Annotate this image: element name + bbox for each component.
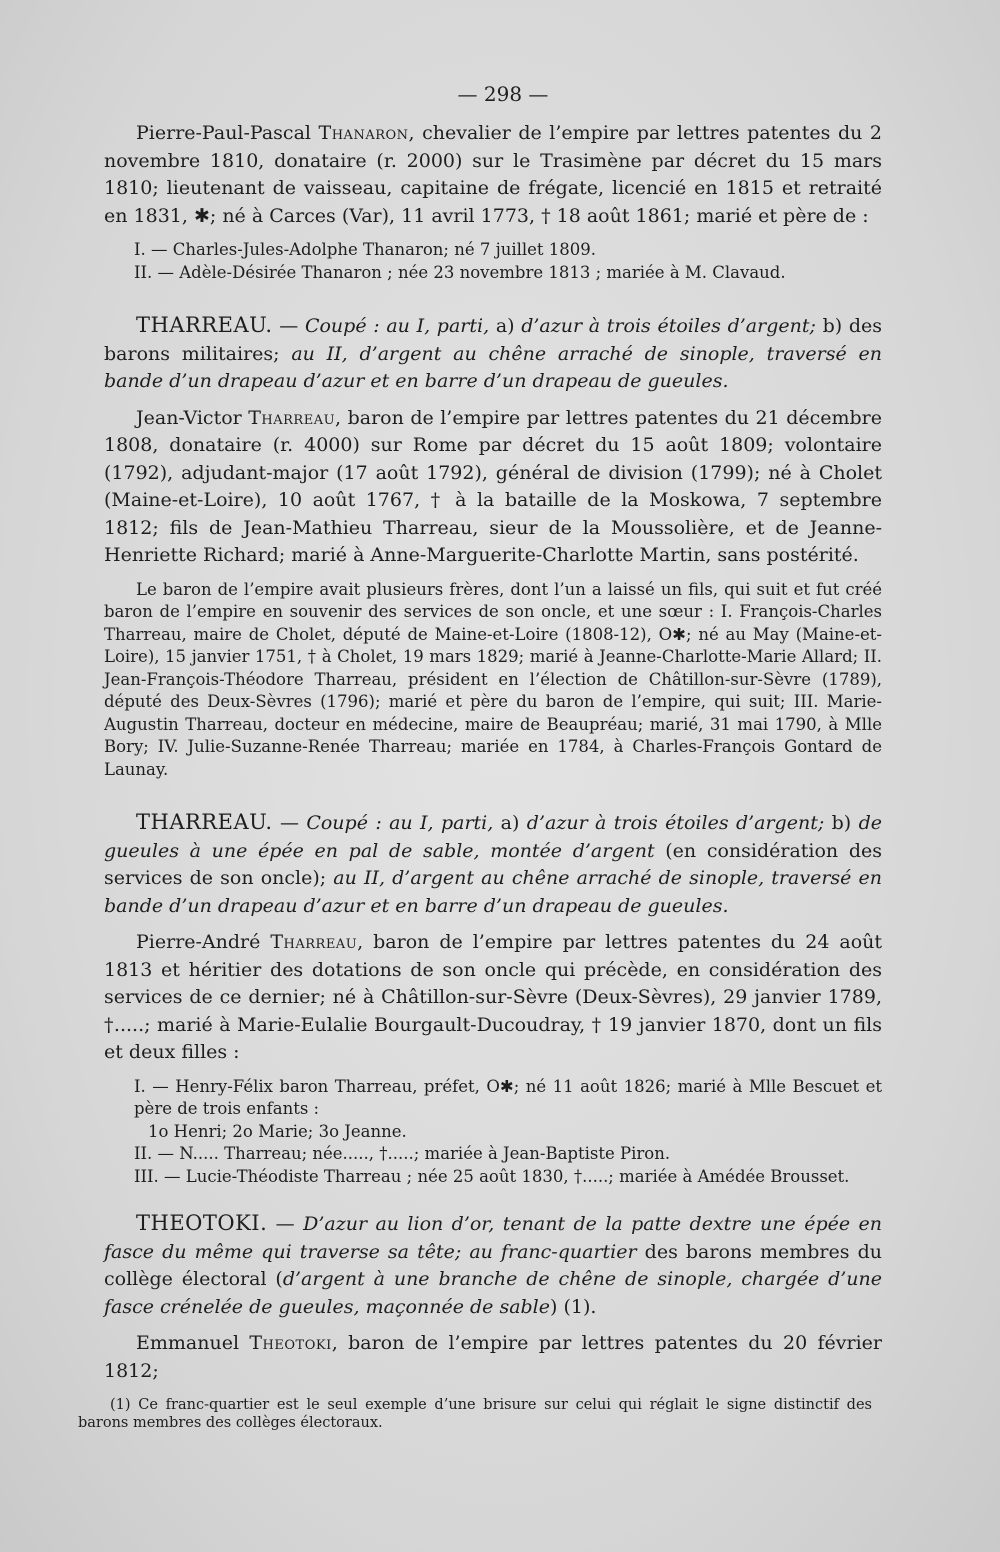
child-2: II. — N..... Tharreau; née....., †.....; mariée à Jean-Baptiste Piron. [134, 1144, 671, 1163]
arms-tharreau-1: THARREAU. — Coupé : au I, parti, a) d’azur à trois étoiles d’argent; b) des barons militaires; au II, d’argent au chêne arraché de sinople, traversé en bande d’un drapeau d’azur et en barre d’un drapeau de gueules. [104, 313, 882, 392]
entry-jean-victor: Jean-Victor Tharreau, baron de l’empire par lettres patentes du 21 décembre 1808, donataire (r. 4000) sur Rome par décret du 15 août 1809; volontaire (1792), adjudant-major (17 août 1792), général de division (1799); né à Cholet (Maine-et-Loire), 10 août 1767, † à la bataille de la Moskowa, 7 septembre 1812; fils de Jean-Mathieu Tharreau, sieur de la Moussolière, et de Jeanne-Henriette Richard; marié à Anne-Marguerite-Charlotte Martin, sans postérité. [104, 406, 882, 566]
footnote: (1) Ce franc-quartier est le seul exemple d’une brisure sur celui qui réglait le signe distinctif des barons membres des collèges électoraux. [78, 1397, 872, 1431]
note-tharreau-family: Le baron de l’empire avait plusieurs frères, dont l’un a laissé un fils, qui suit et fut créé baron de l’empire en souvenir des services de son oncle, et une sœur : I. François-Charles Tharreau, maire de Cholet, député de Maine-et-Loire (1808-12), O✱; né au May (Maine-et-Loire), 15 janvier 1751, † à Cholet, 19 mars 1829; marié à Jeanne-Charlotte-Marie Allard; II. Jean-François-Théodore Tharreau, président en l’élection de Châtillon-sur-Sèvre (1789), député des Deux-Sèvres (1796); marié et père du baron de l’empire, qui suit; III. Marie-Augustin Tharreau, docteur en médecine, maire de Beaupréau; marié, 31 mai 1790, à Mlle Bory; IV. Julie-Suzanne-Renée Tharreau; mariée en 1784, à Charles-François Gontard de Launay. [104, 579, 882, 779]
child-1: I. — Henry-Félix baron Tharreau, préfet, O✱; né 11 août 1826; marié à Mlle Bescuet et père de trois enfants : [134, 1076, 882, 1118]
surname: Tharreau [248, 406, 336, 429]
surname: Thanaron [318, 122, 409, 144]
family-heading: THEOTOKI. [136, 1211, 268, 1235]
surname: Theotoki [249, 1332, 332, 1354]
family-heading: THARREAU. [136, 810, 273, 834]
arms-theotoki: THEOTOKI. — D’azur au lion d’or, tenant de la patte dextre une épée en fasce du même qui traverse sa tête; au franc-quartier des barons membres du collège électoral (d’argent à une branche de chêne de sinople, chargée d’une fasce crénelée de gueules, maçonnée de sable) (1). [104, 1211, 882, 1318]
child-3: III. — Lucie-Théodiste Tharreau ; née 25 août 1830, †.....; mariée à Amédée Brousset. [134, 1166, 850, 1186]
arms-tharreau-2: THARREAU. — Coupé : au I, parti, a) d’azur à trois étoiles d’argent; b) de gueules à une épée en pal de sable, montée d’argent (en considération des services de son oncle); au II, d’argent au chêne arraché de sinople, traversé en bande d’un drapeau d’azur et en barre d’un drapeau de gueules. [104, 810, 882, 917]
entry-pierre-andre: Pierre-André Tharreau, baron de l’empire par lettres patentes du 24 août 1813 et héritier des dotations de son oncle qui précède, en considération des services de ce dernier; né à Châtillon-sur-Sèvre (Deux-Sèvres), 29 janvier 1789, †.....; marié à Marie-Eulalie Bourgault-Ducoudray, † 19 janvier 1870, dont un fils et deux filles : [104, 931, 883, 1063]
family-heading: THARREAU. [136, 313, 273, 337]
entry-emmanuel: Emmanuel Theotoki, baron de l’empire par lettres patentes du 20 février 1812; [104, 1332, 882, 1382]
grandchildren: 1o Henri; 2o Marie; 3o Jeanne. [148, 1121, 407, 1141]
surname: Tharreau [270, 931, 358, 953]
page-number: — 298 — [457, 82, 549, 106]
entry-thanaron: Pierre-Paul-Pascal Thanaron, chevalier de l’empire par lettres patentes du 2 novembre 1810, donataire (r. 2000) sur le Trasimène par décret du 15 mars 1810; lieutenant de vaisseau, capitaine de frégate, licencié en 1815 et retraité en 1831, ✱; né à Carces (Var), 11 avril 1773, † 18 août 1861; marié et père de : [104, 122, 882, 227]
child-1: I. — Charles-Jules-Adolphe Thanaron; né 7 juillet 1809. [134, 240, 597, 259]
child-2: II. — Adèle-Désirée Thanaron ; née 23 novembre 1813 ; mariée à M. Clavaud. [134, 262, 786, 282]
